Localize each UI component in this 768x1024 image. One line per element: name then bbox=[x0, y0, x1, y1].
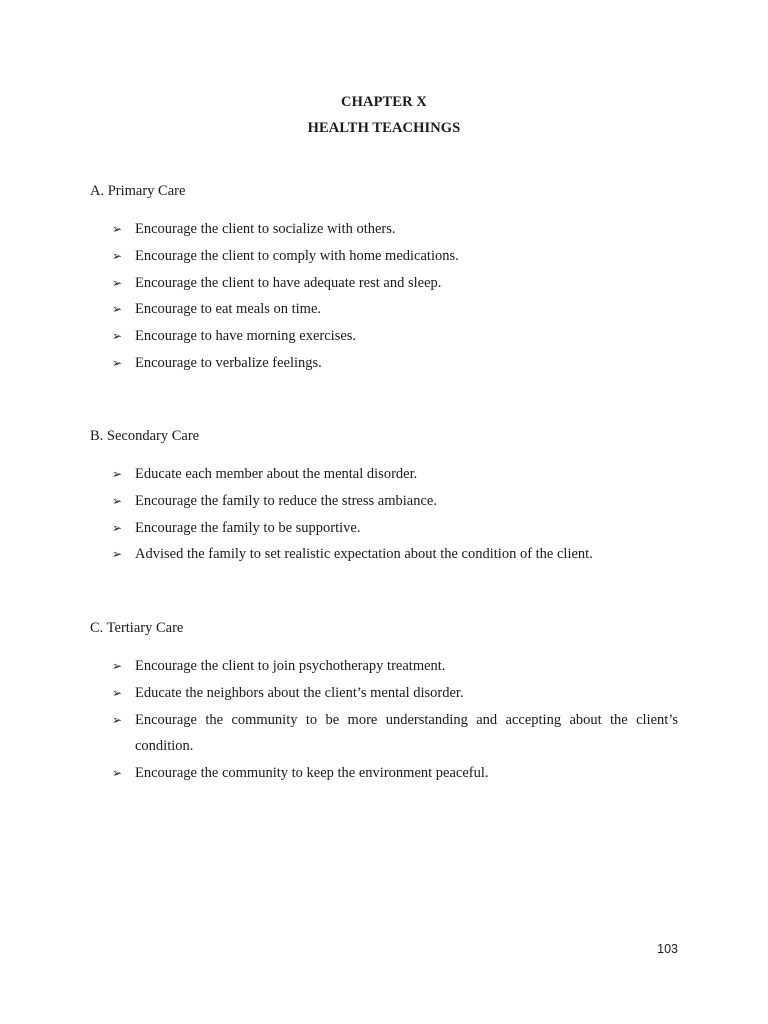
list-item: ➢ Encourage the client to have adequate rest and sleep. bbox=[112, 270, 678, 297]
arrowhead-bullet-icon: ➢ bbox=[112, 302, 123, 317]
list-item: ➢ Encourage the family to reduce the stress ambiance. bbox=[112, 488, 678, 515]
page-number: 103 bbox=[657, 942, 678, 956]
arrowhead-bullet-icon: ➢ bbox=[112, 275, 123, 290]
list-item: ➢ Encourage the community to be more understanding and accepting about the client’s condition. bbox=[112, 707, 678, 761]
list-item: ➢ Encourage the client to socialize with others. bbox=[112, 216, 678, 243]
arrowhead-bullet-icon: ➢ bbox=[112, 329, 123, 344]
arrowhead-bullet-icon: ➢ bbox=[112, 355, 123, 370]
list-item: ➢ Educate each member about the mental disorder. bbox=[112, 461, 678, 488]
list-item: ➢ Encourage the client to join psychotherapy treatment. bbox=[112, 653, 678, 680]
arrowhead-bullet-icon: ➢ bbox=[112, 659, 123, 673]
arrowhead-bullet-icon: ➢ bbox=[112, 520, 123, 535]
chapter-number: CHAPTER X bbox=[341, 94, 427, 110]
arrowhead-bullet-icon: ➢ bbox=[112, 766, 123, 781]
list-item: ➢ Encourage to have morning exercises. bbox=[112, 323, 678, 350]
list-item: ➢ Encourage to verbalize feelings. bbox=[112, 350, 678, 377]
arrowhead-bullet-icon: ➢ bbox=[112, 493, 123, 508]
list-item: ➢ Encourage the client to comply with home medications. bbox=[112, 243, 678, 270]
arrowhead-bullet-icon: ➢ bbox=[112, 685, 123, 700]
section-title-primary-care: A. Primary Care bbox=[90, 183, 186, 199]
arrowhead-bullet-icon: ➢ bbox=[112, 467, 123, 481]
arrowhead-bullet-icon: ➢ bbox=[112, 547, 123, 562]
list-item: ➢ Encourage to eat meals on time. bbox=[112, 296, 678, 323]
list-item: ➢ Encourage the community to keep the environment peaceful. bbox=[112, 760, 678, 787]
arrowhead-bullet-icon: ➢ bbox=[112, 712, 123, 727]
arrowhead-bullet-icon: ➢ bbox=[112, 222, 123, 236]
list-item: ➢ Encourage the family to be supportive. bbox=[112, 515, 678, 542]
list-item: ➢ Educate the neighbors about the client’s mental disorder. bbox=[112, 680, 678, 707]
section-title-secondary-care: B. Secondary Care bbox=[90, 428, 200, 444]
chapter-title: HEALTH TEACHINGS bbox=[307, 120, 461, 136]
secondary-care-list bbox=[112, 461, 678, 568]
primary-care-list bbox=[112, 216, 678, 377]
list-item: ➢ Advised the family to set realistic expectation about the condition of the client. bbox=[112, 541, 678, 568]
tertiary-care-list bbox=[112, 653, 678, 787]
section-title-tertiary-care: C. Tertiary Care bbox=[90, 620, 184, 636]
arrowhead-bullet-icon: ➢ bbox=[112, 248, 123, 263]
